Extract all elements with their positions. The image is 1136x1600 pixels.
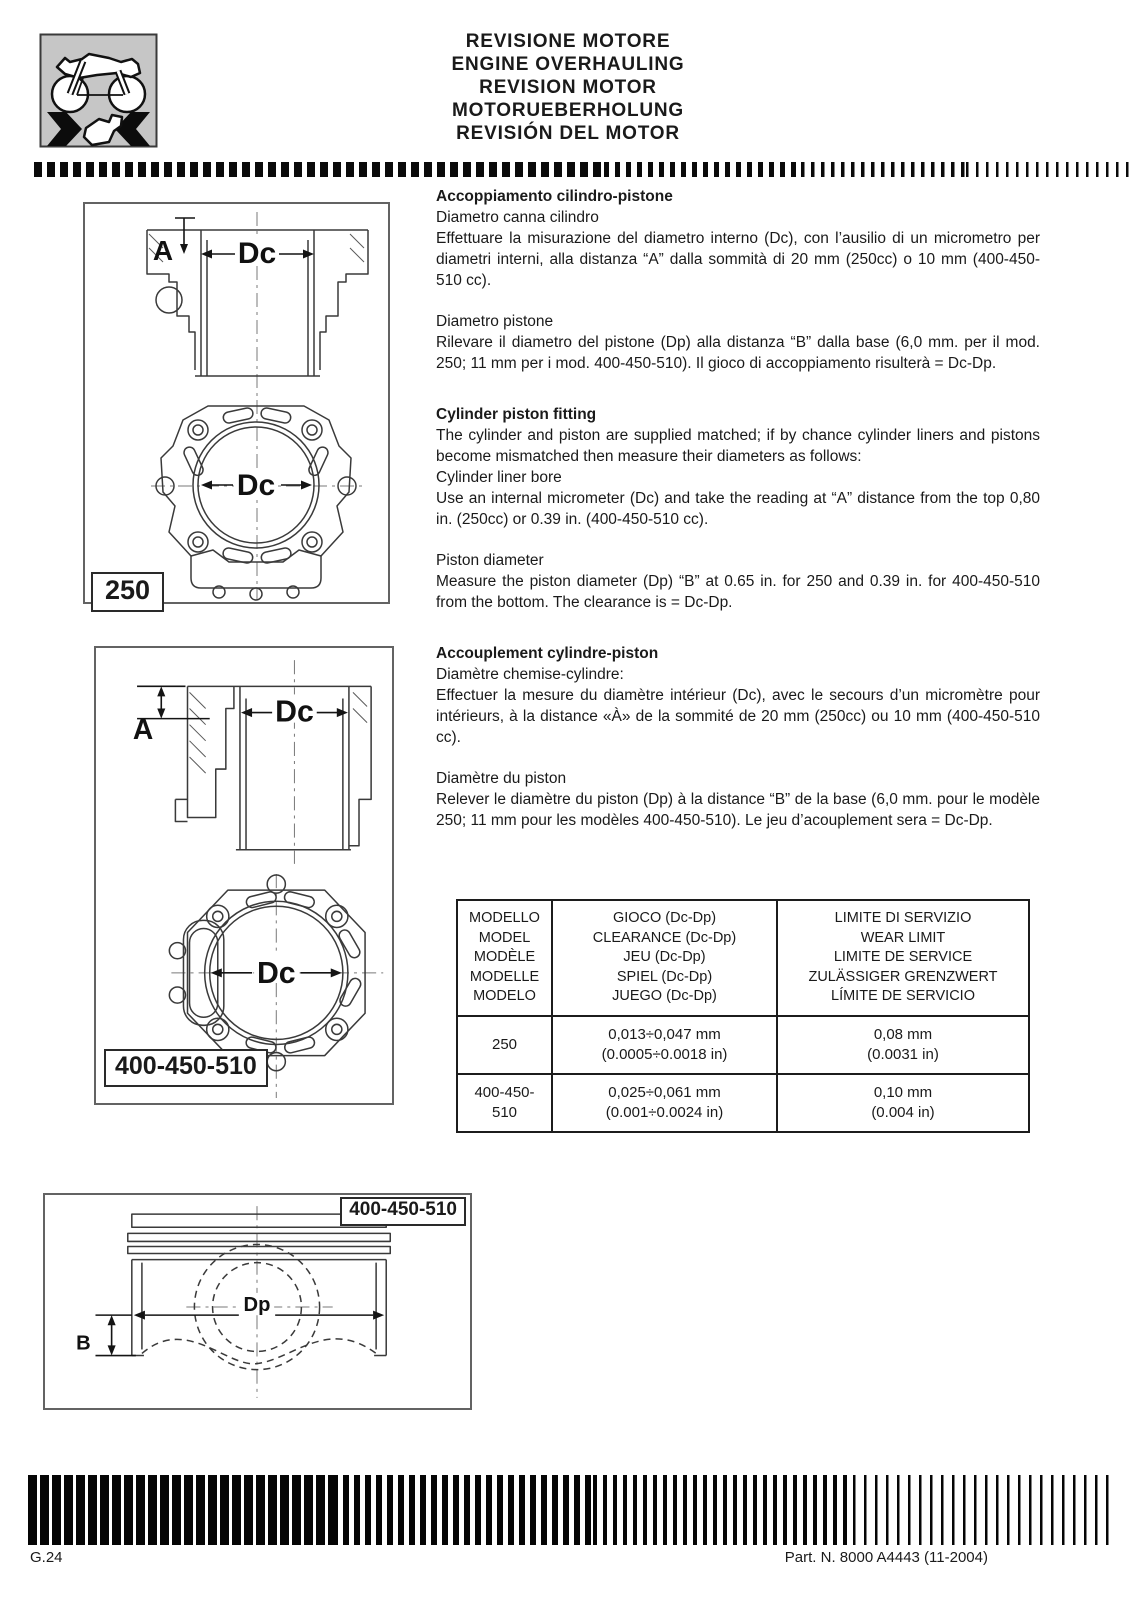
cylinder-250-drawing — [85, 204, 388, 602]
svg-text:A: A — [152, 235, 174, 266]
paragraph: Use an internal micrometer (Dc) and take the reading at “A” distance from the top 0,80 in. (250cc) or 0.39 in. (400-450-510 cc). — [436, 490, 1040, 528]
text-column — [436, 186, 1040, 831]
part-number: Part. N. 8000 A4443 (11-2004) — [784, 1549, 988, 1566]
page-code: G.24 — [30, 1549, 63, 1566]
table-row-400-450-510 — [457, 1074, 1029, 1132]
subheading: Diamètre chemise-cylindre: — [436, 666, 624, 683]
band-segment — [801, 162, 965, 177]
cylinder-top-view — [156, 406, 356, 600]
title-line-en: ENGINE OVERHAULING — [451, 54, 685, 75]
title-line-fr: REVISION MOTOR — [479, 77, 657, 98]
figure-label-250: 250 — [91, 572, 164, 612]
svg-text:Dc: Dc — [275, 695, 314, 729]
dimension-Dc-section — [241, 694, 348, 728]
model-cell: 400-450-510 — [457, 1074, 552, 1132]
svg-text:Dp: Dp — [243, 1294, 271, 1317]
clearance-cell: 0,025÷0,061 mm (0.001÷0.0024 in) — [552, 1074, 777, 1132]
figure-label-400-450-510: 400-450-510 — [104, 1049, 268, 1087]
wear-limit-cell: 0,08 mm (0.0031 in) — [777, 1016, 1029, 1074]
title-line-de: MOTORUEBERHOLUNG — [451, 100, 684, 121]
band-segment — [966, 162, 1130, 177]
piston-side-view — [128, 1214, 390, 1355]
dimension-Dc-section — [201, 236, 314, 270]
band-segment — [34, 162, 604, 177]
figure-cylinder-400-450-510 — [94, 646, 394, 1105]
paragraph: Measure the piston diameter (Dp) “B” at 0.65 in. for 250 and 0.39 in. for 400-450-510 from the bottom. The clearance is = Dc-Dp. — [436, 573, 1040, 611]
dimension-Dc-topview — [211, 955, 342, 990]
svg-text:Dc: Dc — [256, 956, 296, 990]
model-header-cell: MODELLO MODEL MODÈLE MODELLE MODELO — [457, 900, 552, 1016]
dimension-Dc-topview — [201, 468, 312, 502]
spacer — [436, 613, 1040, 643]
subheading: Cylinder liner bore — [436, 469, 562, 486]
heading-italian: Accoppiamento cilindro-pistone — [436, 188, 673, 205]
cylinder-400-drawing — [96, 648, 392, 1103]
band-segment — [604, 162, 801, 177]
wear-limit-cell: 0,10 mm (0.004 in) — [777, 1074, 1029, 1132]
figure-cylinder-250 — [83, 202, 390, 604]
dimension-B — [76, 1315, 136, 1355]
heading-english: Cylinder piston fitting — [436, 406, 597, 423]
clearance-cell: 0,013÷0,047 mm (0.0005÷0.0018 in) — [552, 1016, 777, 1074]
figure-piston-400-450-510 — [43, 1193, 472, 1410]
spacer — [436, 530, 1040, 550]
svg-text:B: B — [76, 1332, 91, 1355]
band-segment — [593, 1475, 854, 1545]
title-line-it: REVISIONE MOTORE — [465, 31, 671, 52]
band-segment — [332, 1475, 593, 1545]
dimension-A — [133, 686, 210, 744]
paragraph: Relever le diamètre du piston (Dp) à la distance “B” de la base (6,0 mm. pour le modèle 250; 11 mm pour les modèles 400-450-510). Le jeu d’acouplement sera = Dc-Dp. — [436, 791, 1040, 829]
paragraph: Effectuer la mesure du diamètre intérieur (Dc), avec le secours d’un micromètre pour intérieurs, à la distance «À» de la sommité de 20 mm (250cc) ou 10 mm (400-450-510 cc). — [436, 687, 1040, 746]
band-segment — [853, 1475, 1114, 1545]
svg-text:Dc: Dc — [236, 469, 276, 502]
subheading: Diametro canna cilindro — [436, 209, 599, 226]
clearance-table — [456, 899, 1030, 1133]
subheading: Piston diameter — [436, 552, 544, 569]
band-segment — [28, 1475, 332, 1545]
piston-drawing — [45, 1195, 470, 1408]
svg-text:A: A — [132, 712, 154, 745]
paragraph: Effettuare la misurazione del diametro interno (Dc), con l’ausilio di un micrometro per diametri interni, alla distanza “A” dalla sommità di 20 mm (250cc) o 10 mm (400-450-510 cc). — [436, 230, 1040, 289]
top-divider-band — [34, 162, 1130, 177]
clearance-header-cell: GIOCO (Dc-Dp) CLEARANCE (Dc-Dp) JEU (Dc-Dp) SPIEL (Dc-Dp) JUEGO (Dc-Dp) — [552, 900, 777, 1016]
model-cell: 250 — [457, 1016, 552, 1074]
spacer — [436, 291, 1040, 311]
svg-text:Dc: Dc — [237, 237, 277, 270]
table-header-row — [457, 900, 1029, 1016]
spacer — [436, 374, 1040, 404]
paragraph: The cylinder and piston are supplied matched; if by chance cylinder liners and pistons become mismatched then measure their diameters as follows: — [436, 427, 1040, 465]
heading-french: Accouplement cylindre-piston — [436, 645, 659, 662]
wear-limit-header-cell: LIMITE DI SERVIZIO WEAR LIMIT LIMITE DE SERVICE ZULÄSSIGER GRENZWERT LÍMITE DE SERVICIO — [777, 900, 1029, 1016]
figure-label-400-450-510: 400-450-510 — [340, 1197, 466, 1226]
subheading: Diamètre du piston — [436, 770, 567, 787]
page-title — [0, 30, 1136, 145]
table-row-250 — [457, 1016, 1029, 1074]
paragraph: Rilevare il diametro del pistone (Dp) alla distanza “B” dalla base (6,0 mm. per il mod. 250; 11 mm per i mod. 400-450-510). Il gioco di accoppiamento risulterà = Dc-Dp. — [436, 334, 1040, 372]
bottom-divider-band — [28, 1475, 1114, 1545]
subheading: Diametro pistone — [436, 313, 554, 330]
dimension-Dp — [134, 1293, 384, 1320]
dimension-A — [153, 218, 195, 266]
spacer — [436, 748, 1040, 768]
title-line-es: REVISIÓN DEL MOTOR — [456, 123, 680, 144]
